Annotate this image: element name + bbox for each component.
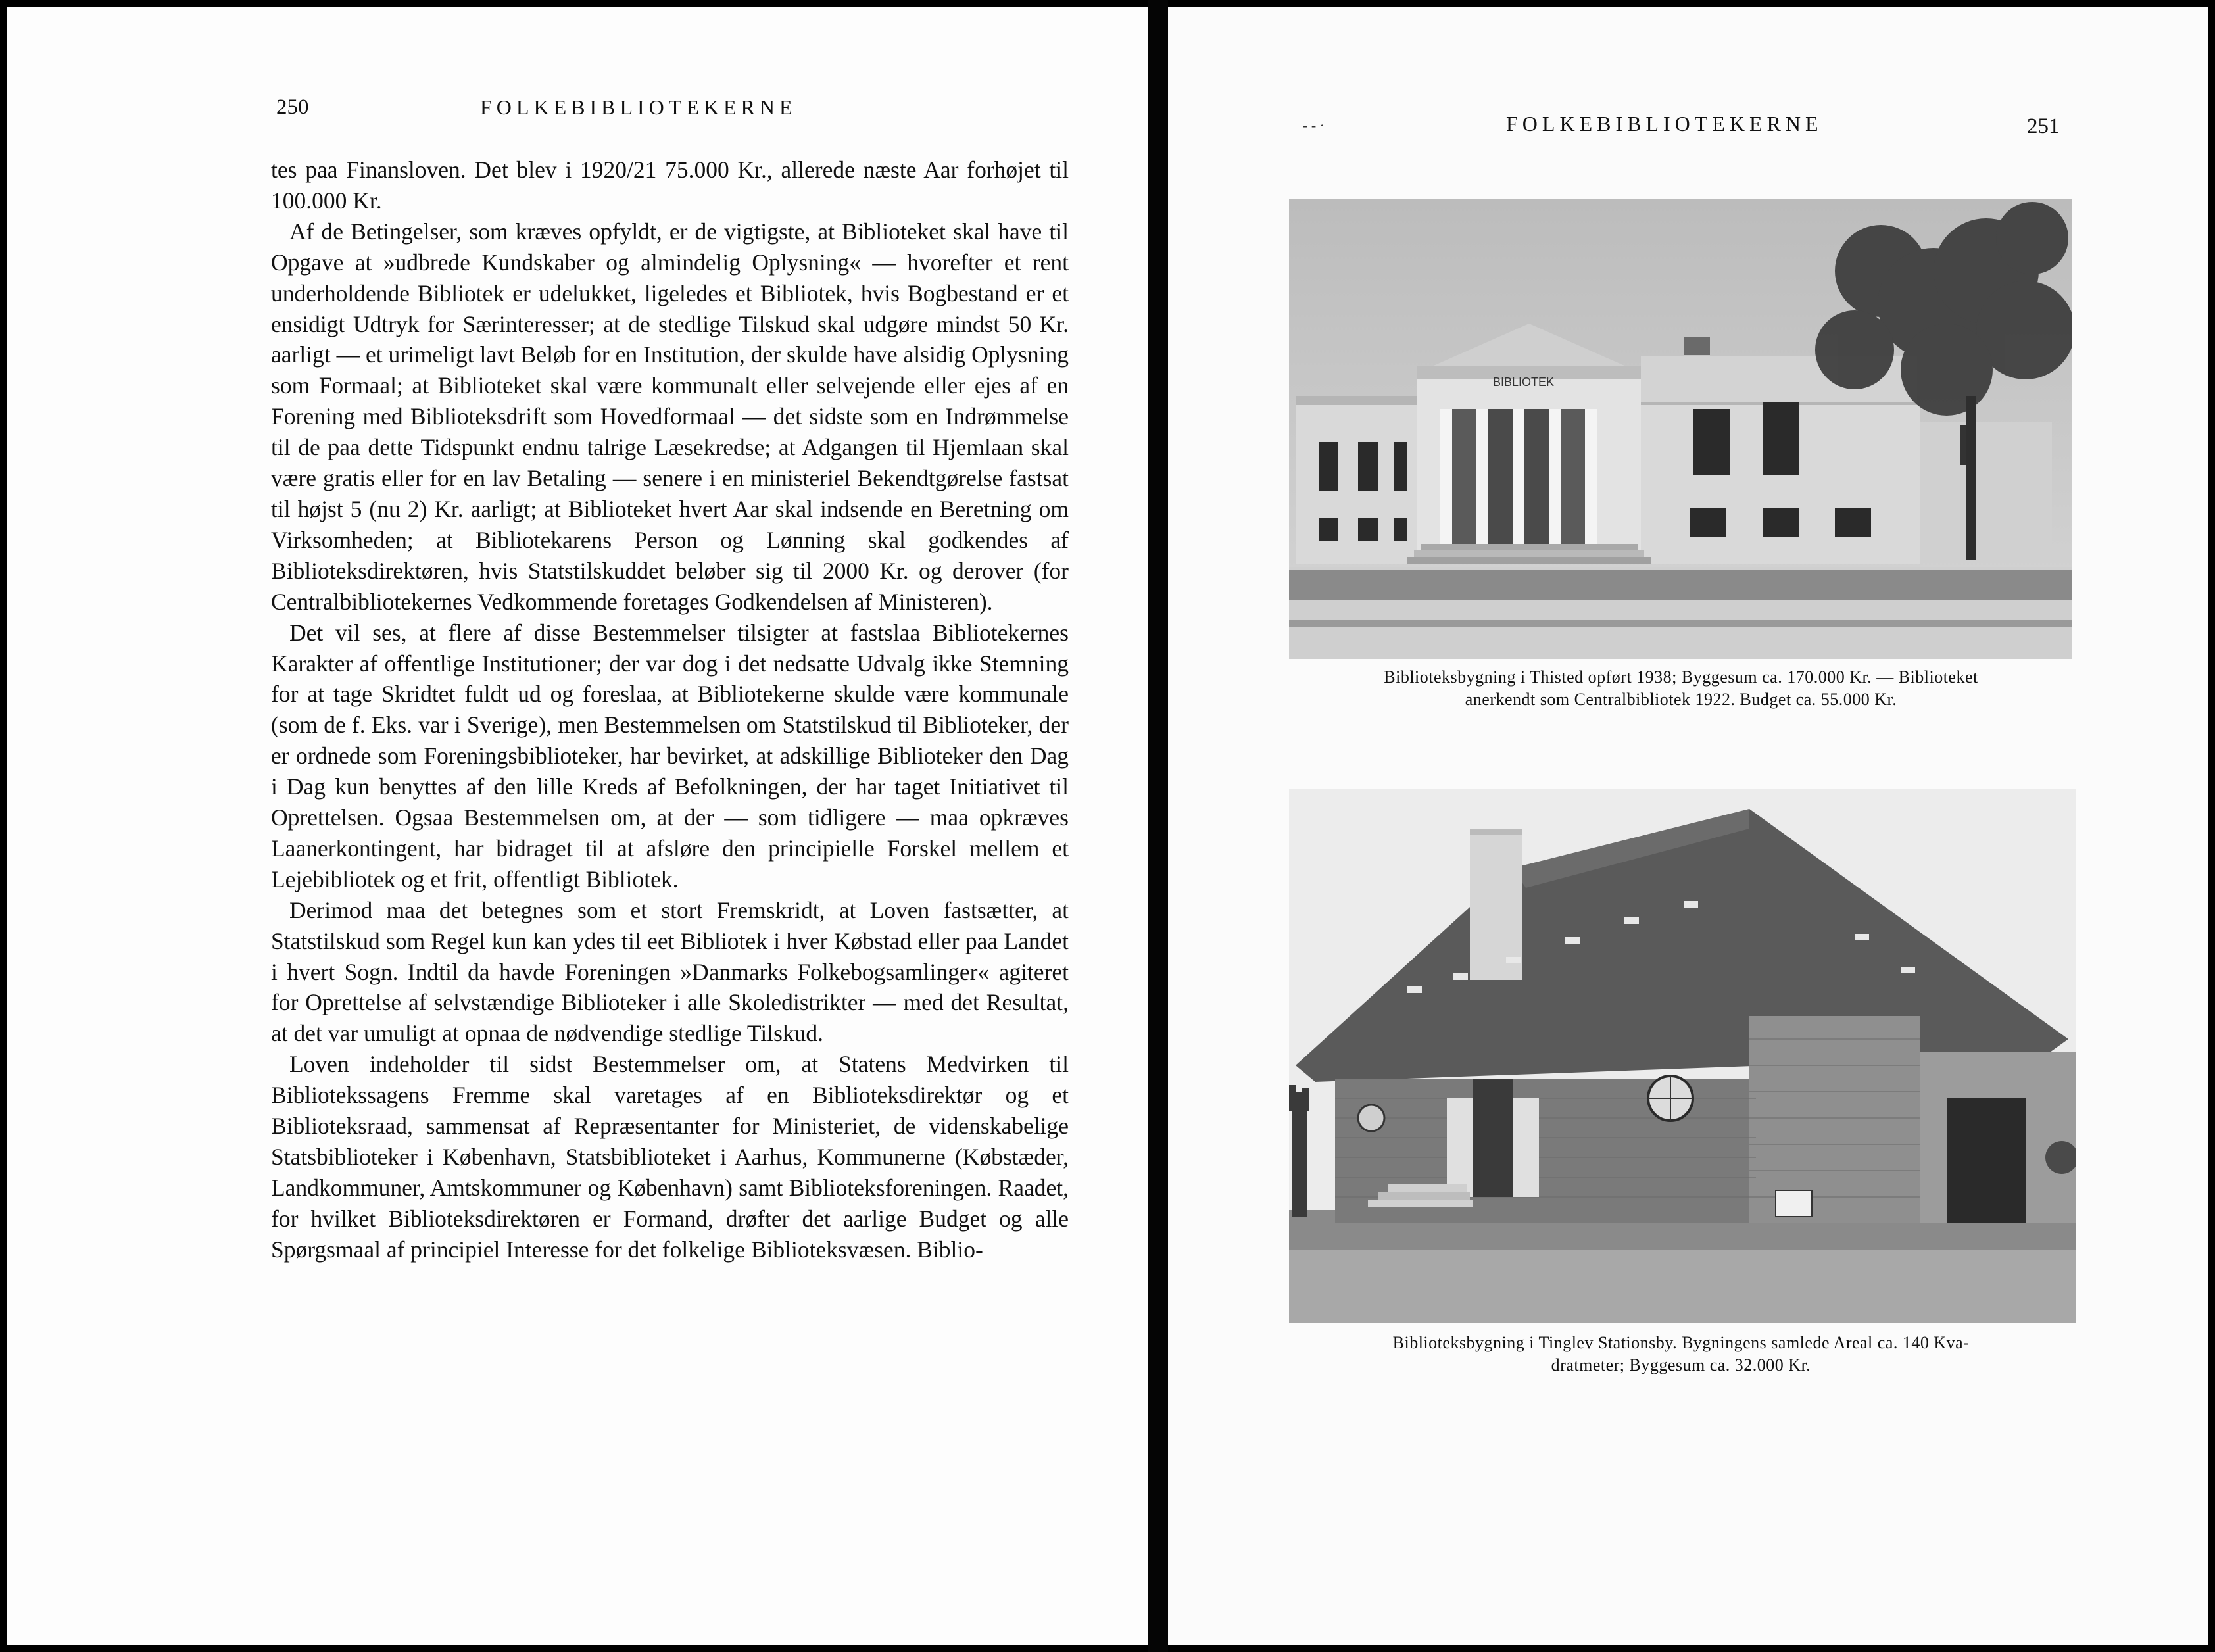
paragraph-1: tes paa Finansloven. Det blev i 1920/21 75.000 Kr., allerede næste Aar forhøjet til 100.000 Kr. [271, 157, 1069, 214]
paragraph-4: Derimod maa det betegnes som et stort Fremskridt, at Loven fastsætter, at Statstilskud som Regel kun kan ydes til eet Bibliotek i hver Købstad eller paa Landet i hvert Sogn. Indtil da havde Foreningen »Danmarks Folkebogsamlinger« agiteret for Oprettelse af selvstændige Biblioteker i alle Skoledistrikter — med det Resultat, at det var umuligt at opnaa de nødvendige stedlige Tilskud. [271, 896, 1069, 1047]
tinglev-library-image [1289, 789, 2076, 1323]
page-number-right: 251 [2027, 114, 2060, 138]
caption-thisted-line2: anerkendt som Centralbibliotek 1922. Budget ca. 55.000 Kr. [1465, 690, 1897, 709]
left-page [7, 7, 1148, 1645]
book-gutter [1148, 0, 1168, 1652]
running-head-left: FOLKEBIBLIOTEKERNE [480, 95, 797, 119]
caption-tinglev [1247, 1332, 2115, 1376]
stray-mark: - - · [1303, 117, 1325, 134]
paragraph-3: Det vil ses, at flere af disse Bestemmelser tilsigter at fastslaa Bibliotekernes Karakter af offentlige Institutioner; der var dog i det nedsatte Udvalg ikke Stemning for at tage Skridtet fuldt ud og foreslaa, at Bibliotekerne skulde være kommunale (som de f. Eks. var i Sverige), men Bestemmelsen om Statstilskud til Biblioteker, der er ordnede som Foreningsbiblioteker, har bevirket, at adskillige Biblioteker den Dag i Dag kun benyttes af den lille Kreds af Befolkningen, der har taget Initiativet til Oprettelsen. Ogsaa Bestemmelsen om, at der — som tidligere — maa opkræves Laanerkontingent, har bidraget til at afsløre den principielle Forskel mellem et Lejebibliotek og et frit, offentligt Bibliotek. [271, 619, 1069, 892]
paragraph-2: Af de Betingelser, som kræves opfyldt, er de vigtigste, at Biblioteket skal have til Opgave at »udbrede Kundskaber og almindelig Oplysning« — hvorefter et rent underholdende Bibliotek er udelukket, ligeledes et Bibliotek, hvis Bogbestand er et ensidigt Udtryk for Særinteresser; at de stedlige Tilskud skal udgøre mindst 50 Kr. aarligt — et urimeligt lavt Beløb for en Institution, der skulde have alsidig Oplysning som Formaal; at Biblioteket skal være kommunalt eller selvejende eller ejes af en Forening med Biblioteksdrift som Hovedformaal — det sidste som en Indrømmelse til de paa dette Tidspunkt endnu talrige Læsekredse; at Adgangen til Hjemlaan skal være gratis eller for en lav Betaling — senere i en ministeriel Bekendtgørelse fastsat til højst 5 (nu 2) Kr. aarligt; at Biblioteket hvert Aar skal indsende en Beretning om Virksomheden; at Bibliotekarens Person og Lønning skal godkendes af Biblioteksdirektøren, hvis Statstilskuddet beløber sig til 2000 Kr. og derover (for Centralbibliotekernes Vedkommende foretages Godkendelsen af Ministeren). [271, 218, 1069, 615]
page-number-left: 250 [276, 95, 309, 119]
body-text [271, 155, 1069, 1265]
paragraph-5: Loven indeholder til sidst Bestemmelser om, at Statens Medvirken til Bibliotekssagens Fremme skal varetages af en Biblioteksdirektør og et Biblioteksraad, sammensat af Repræsentanter for Ministeriet, de videnskabelige Statsbiblioteker i København, Statsbiblioteket i Aarhus, Kommunerne (Købstæder, Landkommuner, Amtskommuner og København) samt Biblioteksforeningen. Raadet, for hvilket Biblioteksdirektøren er Formand, drøfter det aarlige Budget og alle Spørgsmaal af principiel Interesse for det folkelige Biblioteksvæsen. Biblio- [271, 1051, 1069, 1263]
thisted-library-image [1289, 199, 2072, 659]
caption-thisted [1247, 666, 2115, 711]
caption-thisted-line1: Biblioteksbygning i Thisted opført 1938; Byggesum ca. 170.000 Kr. — Biblioteket [1384, 668, 1978, 687]
right-page [1168, 7, 2208, 1645]
photo-thisted-library [1289, 199, 2072, 659]
caption-tinglev-line2: dratmeter; Byggesum ca. 32.000 Kr. [1551, 1355, 1811, 1374]
photo-tinglev-library [1289, 789, 2076, 1323]
running-head-right: FOLKEBIBLIOTEKERNE [1506, 112, 1823, 135]
caption-tinglev-line1: Biblioteksbygning i Tinglev Stationsby. Bygningens samlede Areal ca. 140 Kva- [1392, 1333, 1970, 1352]
building-sign: BIBLIOTEK [1493, 376, 1555, 389]
